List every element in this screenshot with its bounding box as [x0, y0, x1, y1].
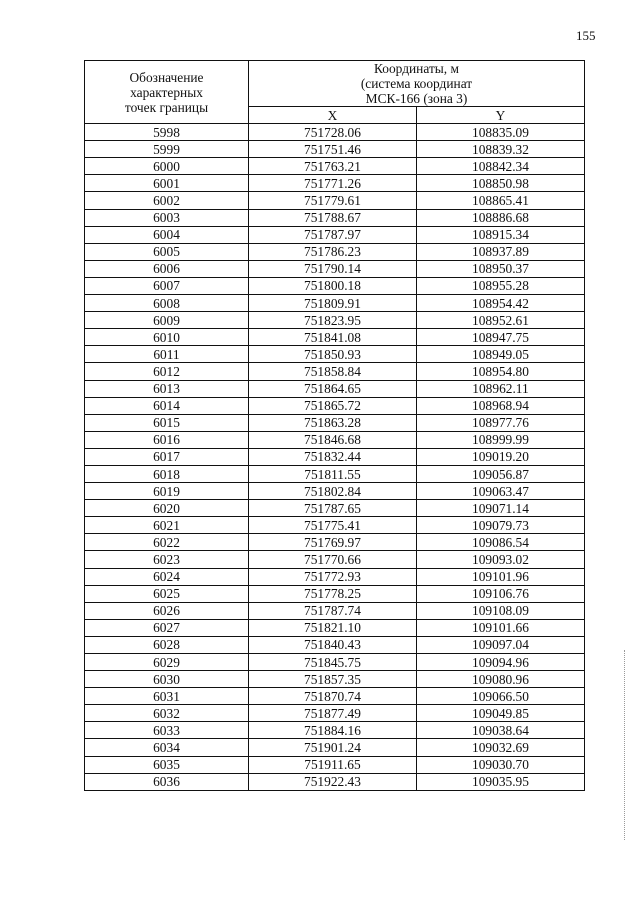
- table-row: [85, 158, 585, 175]
- point-designation-header: [85, 61, 249, 124]
- x-coordinate-cell: 751775.41: [249, 517, 417, 534]
- x-coordinate-cell: 751802.84: [249, 483, 417, 500]
- x-coordinate-cell: 751772.93: [249, 568, 417, 585]
- coordinates-header-text: Координаты, м (система координат МСК-166 (зона 3): [360, 61, 473, 106]
- point-id-cell: 6012: [85, 363, 249, 380]
- x-coordinate-cell: 751787.97: [249, 226, 417, 243]
- table-row: [85, 568, 585, 585]
- table-row: [85, 226, 585, 243]
- y-coordinate-cell: 108949.05: [417, 346, 585, 363]
- point-id-cell: 6017: [85, 448, 249, 465]
- x-coordinate-cell: 751821.10: [249, 619, 417, 636]
- x-coordinate-cell: 751788.67: [249, 209, 417, 226]
- y-coordinate-cell: 108952.61: [417, 312, 585, 329]
- x-coordinate-cell: 751811.55: [249, 465, 417, 482]
- point-id-cell: 6032: [85, 705, 249, 722]
- x-coordinate-cell: 751728.06: [249, 124, 417, 141]
- y-coordinate-cell: 109049.85: [417, 705, 585, 722]
- point-id-cell: 6034: [85, 739, 249, 756]
- point-id-cell: 6020: [85, 500, 249, 517]
- point-id-cell: 6023: [85, 551, 249, 568]
- y-coordinate-cell: 109063.47: [417, 483, 585, 500]
- x-coordinate-cell: 751751.46: [249, 141, 417, 158]
- y-coordinate-cell: 108999.99: [417, 431, 585, 448]
- x-coordinate-cell: 751779.61: [249, 192, 417, 209]
- point-id-cell: 6028: [85, 636, 249, 653]
- point-id-cell: 6002: [85, 192, 249, 209]
- table-row: [85, 448, 585, 465]
- x-coordinate-cell: 751858.84: [249, 363, 417, 380]
- y-coordinate-cell: 108915.34: [417, 226, 585, 243]
- point-id-cell: 6005: [85, 243, 249, 260]
- table-row: [85, 243, 585, 260]
- table-row: [85, 363, 585, 380]
- point-designation-header-text: Обозначение характерных точек границы: [124, 69, 209, 115]
- y-coordinate-cell: 108937.89: [417, 243, 585, 260]
- table-row: [85, 722, 585, 739]
- table-row: [85, 414, 585, 431]
- x-coordinate-cell: 751786.23: [249, 243, 417, 260]
- table-row: [85, 500, 585, 517]
- table-row: [85, 260, 585, 277]
- y-coordinate-cell: 108886.68: [417, 209, 585, 226]
- table-row: [85, 380, 585, 397]
- x-coordinate-cell: 751863.28: [249, 414, 417, 431]
- y-coordinate-cell: 108865.41: [417, 192, 585, 209]
- x-coordinate-cell: 751809.91: [249, 295, 417, 312]
- x-coordinate-cell: 751901.24: [249, 739, 417, 756]
- x-coordinate-cell: 751787.74: [249, 602, 417, 619]
- coordinates-header: [249, 61, 585, 107]
- table-row: [85, 636, 585, 653]
- x-coordinate-cell: 751841.08: [249, 329, 417, 346]
- x-coordinate-cell: 751864.65: [249, 380, 417, 397]
- point-id-cell: 6026: [85, 602, 249, 619]
- point-id-cell: 6003: [85, 209, 249, 226]
- table-row: [85, 517, 585, 534]
- point-id-cell: 5999: [85, 141, 249, 158]
- x-coordinate-cell: 751884.16: [249, 722, 417, 739]
- point-id-cell: 6004: [85, 226, 249, 243]
- scan-artifact-line: [624, 650, 627, 840]
- table-row: [85, 397, 585, 414]
- point-id-cell: 6013: [85, 380, 249, 397]
- table-row: [85, 739, 585, 756]
- x-coordinate-cell: 751771.26: [249, 175, 417, 192]
- table-row: [85, 312, 585, 329]
- table-row: [85, 705, 585, 722]
- y-coordinate-cell: 109101.96: [417, 568, 585, 585]
- x-coordinate-cell: 751846.68: [249, 431, 417, 448]
- y-coordinate-cell: 109101.66: [417, 619, 585, 636]
- table-row: [85, 431, 585, 448]
- table-row: [85, 295, 585, 312]
- x-coordinate-cell: 751770.66: [249, 551, 417, 568]
- point-id-cell: 6007: [85, 277, 249, 294]
- y-column-header: Y: [417, 107, 585, 124]
- y-coordinate-cell: 109030.70: [417, 756, 585, 773]
- table-row: [85, 551, 585, 568]
- x-coordinate-cell: 751870.74: [249, 688, 417, 705]
- x-coordinate-cell: 751787.65: [249, 500, 417, 517]
- point-id-cell: 6000: [85, 158, 249, 175]
- table-row: [85, 671, 585, 688]
- x-coordinate-cell: 751769.97: [249, 534, 417, 551]
- table-row: [85, 756, 585, 773]
- y-coordinate-cell: 108955.28: [417, 277, 585, 294]
- point-id-cell: 6016: [85, 431, 249, 448]
- point-id-cell: 6035: [85, 756, 249, 773]
- x-coordinate-cell: 751850.93: [249, 346, 417, 363]
- y-coordinate-cell: 109086.54: [417, 534, 585, 551]
- x-coordinate-cell: 751865.72: [249, 397, 417, 414]
- y-coordinate-cell: 108968.94: [417, 397, 585, 414]
- y-coordinate-cell: 109019.20: [417, 448, 585, 465]
- x-coordinate-cell: 751922.43: [249, 773, 417, 790]
- table-row: [85, 688, 585, 705]
- point-id-cell: 6014: [85, 397, 249, 414]
- point-id-cell: 6029: [85, 654, 249, 671]
- y-coordinate-cell: 108950.37: [417, 260, 585, 277]
- point-id-cell: 6027: [85, 619, 249, 636]
- table-row: [85, 465, 585, 482]
- y-coordinate-cell: 108954.80: [417, 363, 585, 380]
- table-row: [85, 534, 585, 551]
- table-row: [85, 602, 585, 619]
- x-coordinate-cell: 751763.21: [249, 158, 417, 175]
- y-coordinate-cell: 109094.96: [417, 654, 585, 671]
- point-id-cell: 6021: [85, 517, 249, 534]
- y-coordinate-cell: 108977.76: [417, 414, 585, 431]
- point-id-cell: 6033: [85, 722, 249, 739]
- point-id-cell: 6019: [85, 483, 249, 500]
- table-row: [85, 773, 585, 790]
- table-row: [85, 329, 585, 346]
- table-row: [85, 654, 585, 671]
- y-coordinate-cell: 109079.73: [417, 517, 585, 534]
- table-row: [85, 483, 585, 500]
- point-id-cell: 6006: [85, 260, 249, 277]
- y-coordinate-cell: 109097.04: [417, 636, 585, 653]
- point-id-cell: 6022: [85, 534, 249, 551]
- y-coordinate-cell: 108835.09: [417, 124, 585, 141]
- table-body: [85, 124, 585, 791]
- y-coordinate-cell: 109108.09: [417, 602, 585, 619]
- table-row: [85, 175, 585, 192]
- x-coordinate-cell: 751857.35: [249, 671, 417, 688]
- point-id-cell: 6011: [85, 346, 249, 363]
- x-coordinate-cell: 751832.44: [249, 448, 417, 465]
- point-id-cell: 6008: [85, 295, 249, 312]
- y-coordinate-cell: 109056.87: [417, 465, 585, 482]
- y-coordinate-cell: 109032.69: [417, 739, 585, 756]
- x-coordinate-cell: 751800.18: [249, 277, 417, 294]
- y-coordinate-cell: 109071.14: [417, 500, 585, 517]
- point-id-cell: 6030: [85, 671, 249, 688]
- y-coordinate-cell: 108850.98: [417, 175, 585, 192]
- point-id-cell: 6031: [85, 688, 249, 705]
- y-coordinate-cell: 109066.50: [417, 688, 585, 705]
- x-coordinate-cell: 751877.49: [249, 705, 417, 722]
- x-coordinate-cell: 751840.43: [249, 636, 417, 653]
- table-row: [85, 277, 585, 294]
- y-coordinate-cell: 109038.64: [417, 722, 585, 739]
- x-coordinate-cell: 751823.95: [249, 312, 417, 329]
- point-id-cell: 6001: [85, 175, 249, 192]
- table-row: [85, 585, 585, 602]
- y-coordinate-cell: 108962.11: [417, 380, 585, 397]
- page-number: 155: [576, 28, 596, 43]
- y-coordinate-cell: 108839.32: [417, 141, 585, 158]
- y-coordinate-cell: 109035.95: [417, 773, 585, 790]
- y-coordinate-cell: 109080.96: [417, 671, 585, 688]
- point-id-cell: 6015: [85, 414, 249, 431]
- x-column-header: X: [249, 107, 417, 124]
- x-coordinate-cell: 751911.65: [249, 756, 417, 773]
- y-coordinate-cell: 108954.42: [417, 295, 585, 312]
- point-id-cell: 6018: [85, 465, 249, 482]
- y-coordinate-cell: 109093.02: [417, 551, 585, 568]
- point-id-cell: 6036: [85, 773, 249, 790]
- y-coordinate-cell: 109106.76: [417, 585, 585, 602]
- table-row: [85, 141, 585, 158]
- point-id-cell: 6024: [85, 568, 249, 585]
- y-coordinate-cell: 108947.75: [417, 329, 585, 346]
- point-id-cell: 5998: [85, 124, 249, 141]
- point-id-cell: 6009: [85, 312, 249, 329]
- y-coordinate-cell: 108842.34: [417, 158, 585, 175]
- table-row: [85, 209, 585, 226]
- point-id-cell: 6010: [85, 329, 249, 346]
- point-id-cell: 6025: [85, 585, 249, 602]
- table-row: [85, 124, 585, 141]
- table-row: [85, 346, 585, 363]
- table-row: [85, 619, 585, 636]
- coordinates-table: [84, 60, 585, 791]
- table-row: [85, 192, 585, 209]
- x-coordinate-cell: 751845.75: [249, 654, 417, 671]
- x-coordinate-cell: 751778.25: [249, 585, 417, 602]
- x-coordinate-cell: 751790.14: [249, 260, 417, 277]
